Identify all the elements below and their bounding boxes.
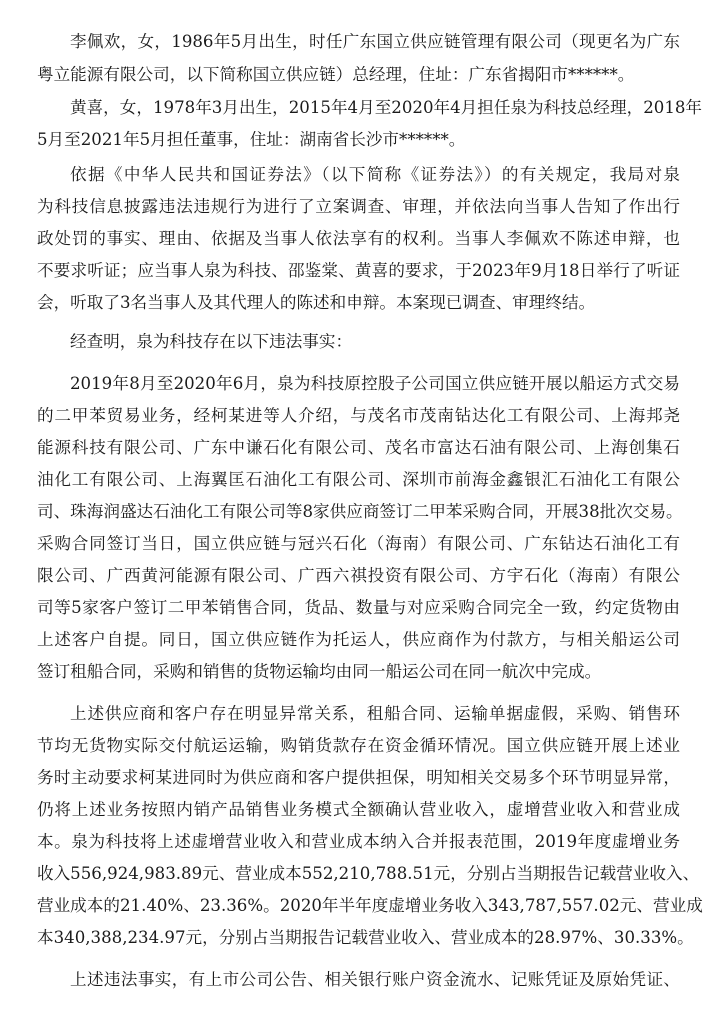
- text-line: 节均无货物实际交付航运运输，购销货款存在资金循环情况。国立供应链开展上述业: [37, 736, 680, 755]
- text-line: 营业成本的21.40%、23.36%。2020年半年度虚增业务收入343,787,557.02元、营业成: [37, 896, 703, 915]
- text-line: 采购合同签订当日，国立供应链与冠兴石化（海南）有限公司、广东钻达石油化工有: [37, 534, 680, 553]
- text-line: 限公司、广西黄河能源有限公司、广西六祺投资有限公司、方宇石化（海南）有限公: [37, 566, 680, 585]
- text-line: 经查明，泉为科技存在以下违法事实：: [70, 332, 353, 351]
- text-line: 5月至2021年5月担任董事，住址：湖南省长沙市******。: [37, 130, 466, 149]
- text-line: 务时主动要求柯某进同时为供应商和客户提供担保，明知相关交易多个环节明显异常，: [37, 768, 680, 787]
- text-line: 收入556,924,983.89元、营业成本552,210,788.51元，分别占当期报告记载营业收入、: [37, 864, 700, 883]
- text-line: 不要求听证；应当事人泉为科技、邵鉴棠、黄喜的要求，于2023年9月18日举行了听证: [37, 261, 680, 280]
- text-line: 黄喜，女，1978年3月出生，2015年4月至2020年4月担任泉为科技总经理，2018年: [70, 98, 703, 117]
- text-line: 依据《中华人民共和国证券法》（以下简称《证券法》）的有关规定，我局对泉: [70, 165, 680, 184]
- text-line: 本。泉为科技将上述虚增营业收入和营业成本纳入合并报表范围，2019年度虚增业务: [37, 832, 680, 851]
- text-line: 粤立能源有限公司，以下简称国立供应链）总经理，住址：广东省揭阳市******。: [37, 65, 635, 84]
- text-line: 上述违法事实，有上市公司公告、相关银行账户资金流水、记账凭证及原始凭证、: [70, 970, 680, 989]
- text-line: 2019年8月至2020年6月，泉为科技原控股子公司国立供应链开展以船运方式交易: [70, 374, 680, 393]
- text-line: 的二甲苯贸易业务，经柯某进等人介绍，与茂名市茂南钻达化工有限公司、上海邦尧: [37, 406, 680, 425]
- text-line: 油化工有限公司、上海翼匡石油化工有限公司、深圳市前海金鑫银汇石油化工有限公: [37, 470, 680, 489]
- text-line: 李佩欢，女，1986年5月出生，时任广东国立供应链管理有限公司（现更名为广东: [70, 32, 680, 51]
- text-line: 司、珠海润盛达石油化工有限公司等8家供应商签订二甲苯采购合同，开展38批次交易。: [37, 502, 683, 521]
- text-line: 司等5家客户签订二甲苯销售合同，货品、数量与对应采购合同完全一致，约定货物由: [37, 598, 680, 617]
- text-line: 仍将上述业务按照内销产品销售业务模式全额确认营业收入，虚增营业收入和营业成: [37, 800, 680, 819]
- text-line: 会，听取了3名当事人及其代理人的陈述和申辩。本案现已调查、审理终结。: [37, 293, 596, 312]
- text-line: 上述客户自提。同日，国立供应链作为托运人，供应商作为付款方，与相关船运公司: [37, 630, 680, 649]
- text-line: 本340,388,234.97元，分别占当期报告记载营业收入、营业成本的28.97%、30.33%。: [37, 928, 694, 947]
- text-line: 签订租船合同，采购和销售的货物运输均由同一船运公司在同一航次中完成。: [37, 662, 602, 681]
- text-line: 政处罚的事实、理由、依据及当事人依法享有的权利。当事人李佩欢不陈述申辩，也: [37, 229, 680, 248]
- text-line: 能源科技有限公司、广东中谦石化有限公司、茂名市富达石油有限公司、上海创集石: [37, 438, 680, 457]
- text-line: 上述供应商和客户存在明显异常关系，租船合同、运输单据虚假，采购、销售环: [70, 704, 680, 723]
- text-line: 为科技信息披露违法违规行为进行了立案调查、审理，并依法向当事人告知了作出行: [37, 197, 680, 216]
